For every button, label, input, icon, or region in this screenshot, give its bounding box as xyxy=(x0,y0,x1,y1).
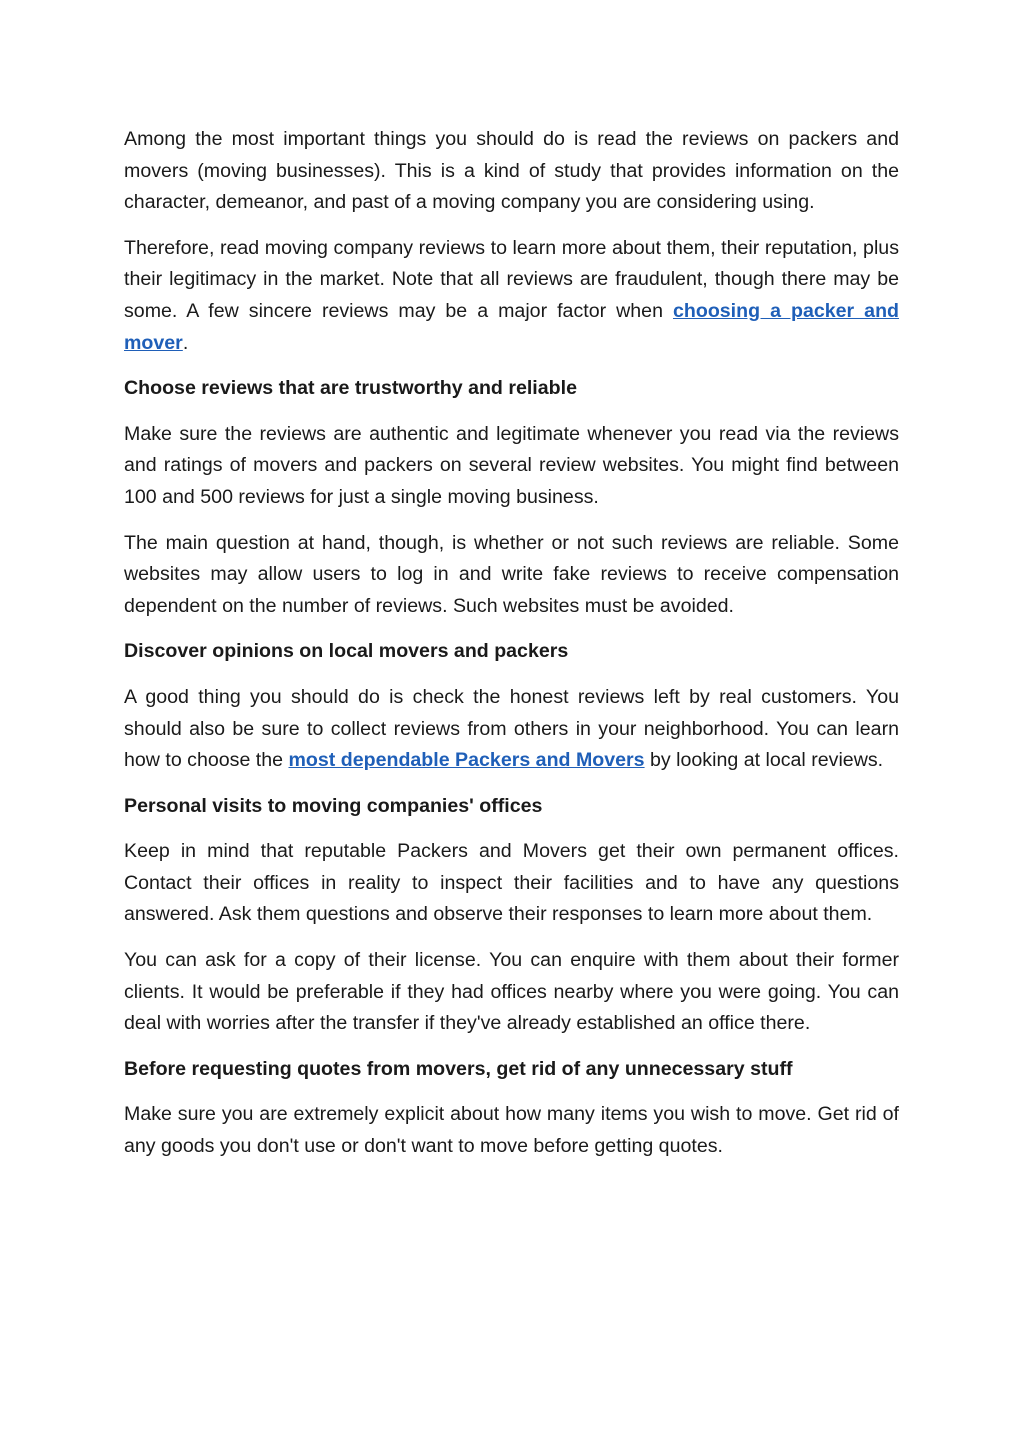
heading-local-opinions: Discover opinions on local movers and packers xyxy=(124,640,569,663)
paragraph-license: You can ask for a copy of their license. You can enquire with them about their former clients. It would be preferable if they had offices nearby where you were going. You can deal with worries after the transfer if they've already established an office there. xyxy=(124,949,899,1035)
paragraph-text: A good thing you should do is check the honest reviews left by real customers. You should also be sure to collect reviews from others in your neighborhood. You can learn how to choose the xyxy=(124,685,899,772)
paragraph-text: by looking at local reviews. xyxy=(644,749,884,772)
paragraph-reliability: The main question at hand, though, is whether or not such reviews are reliable. Some websites may allow users to log in and write fake reviews to receive compensation dependent on the number of reviews. Such websites must be avoided. xyxy=(124,531,899,617)
paragraph-text: Therefore, read moving company reviews to learn more about them, their reputation, plus their legitimacy in the market. Note that all reviews are fraudulent, though there may be some. A few sincere reviews may be a major factor when xyxy=(124,236,899,322)
paragraph-reviews-reputation xyxy=(124,233,899,359)
paragraph-offices: Keep in mind that reputable Packers and Movers get their own permanent offices. Contact their offices in reality to inspect their facilities and to have any questions answered. Ask them questions and observe their responses to learn more about them. xyxy=(124,840,899,926)
document-page xyxy=(124,124,899,1177)
link-dependable-packers-movers[interactable]: most dependable Packers and Movers xyxy=(288,749,645,772)
paragraph-authentic-reviews: Make sure the reviews are authentic and legitimate whenever you read via the reviews and ratings of movers and packers on several review websites. You might find between 100 and 500 reviews for just a single moving business. xyxy=(124,422,899,508)
link-choosing-packer-mover[interactable]: choosing a packer and mover xyxy=(124,299,900,354)
paragraph-items: Make sure you are extremely explicit about how many items you wish to move. Get rid of any goods you don't use or don't want to move before getting quotes. xyxy=(124,1103,899,1158)
heading-personal-visits: Personal visits to moving companies' offices xyxy=(124,794,543,817)
paragraph-text: . xyxy=(182,331,189,354)
paragraph-intro: Among the most important things you should do is read the reviews on packers and movers (moving businesses). This is a kind of study that provides information on the character, demeanor, and past of a moving company you are considering using. xyxy=(124,128,899,214)
heading-unnecessary-stuff: Before requesting quotes from movers, get rid of any unnecessary stuff xyxy=(124,1057,793,1080)
heading-trustworthy-reviews: Choose reviews that are trustworthy and reliable xyxy=(124,377,577,400)
paragraph-local-reviews xyxy=(124,682,899,777)
